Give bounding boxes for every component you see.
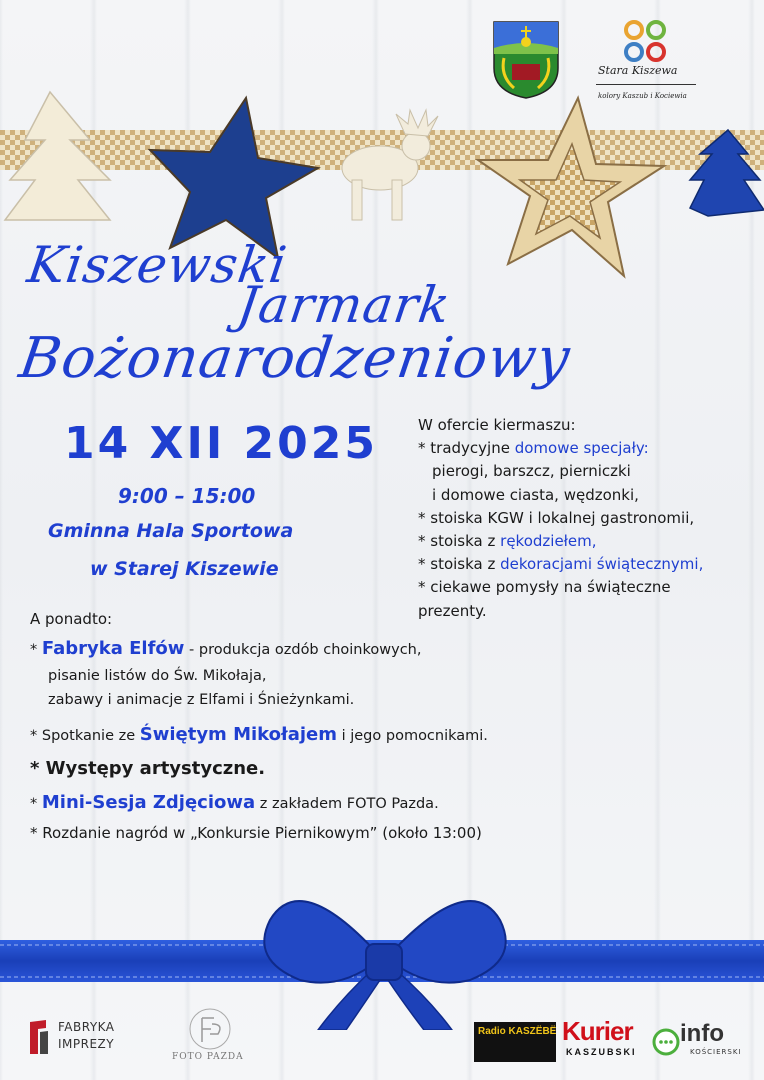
- fabryka-imprezy-text-2: IMPREZY: [58, 1037, 115, 1051]
- offer-highlight: rękodziełem,: [500, 532, 597, 551]
- offer-highlight: dekoracjami świątecznymi,: [500, 555, 704, 574]
- offer-item-cont: i domowe ciasta, wędzonki,: [432, 485, 639, 504]
- stara-kiszewa-logo-icon: [622, 18, 668, 64]
- extras-item-photo: [30, 792, 439, 813]
- event-time: 9:00 – 15:00: [118, 484, 256, 508]
- foto-pazda-monogram-icon: [180, 1004, 240, 1054]
- offer-heading: W ofercie kiermaszu:: [418, 416, 576, 434]
- extras-highlight: Fabryka Elfów: [41, 638, 185, 659]
- logo-divider: [596, 84, 696, 85]
- extras-item-elves: [30, 638, 421, 659]
- title-line-3: Bożonarodzeniowy: [15, 326, 575, 391]
- extras-text: - produkcja ozdób choinkowych,: [184, 642, 422, 658]
- extras-item-cont: pisanie listów do Św. Mikołaja,: [48, 668, 267, 684]
- title-line-1: Kiszewski: [23, 236, 291, 294]
- extras-item-awards: * Rozdanie nagród w „Konkursie Piernikowym” (około 13:00): [30, 824, 482, 842]
- offer-text: * stoiska z: [418, 532, 501, 551]
- offer-item: * stoiska KGW i lokalnej gastronomii,: [418, 508, 695, 527]
- bullet: *: [30, 642, 42, 658]
- fabryka-imprezy-text-1: FABRYKA: [58, 1020, 115, 1034]
- foto-pazda-text: FOTO PAZDA: [172, 1052, 244, 1062]
- offer-item-cont: pierogi, barszcz, pierniczki: [432, 462, 631, 481]
- offer-item: [418, 530, 758, 553]
- offer-list: [418, 414, 758, 623]
- fabryka-imprezy-logo-icon: [28, 1018, 50, 1056]
- extras-highlight: Świętym Mikołajem: [139, 724, 337, 745]
- extras-heading: A ponadto:: [30, 610, 113, 628]
- extras-item-santa: [30, 724, 488, 745]
- blue-ribbon-bow: [0, 880, 764, 1030]
- municipality-crest: [490, 18, 562, 100]
- event-venue-line-2: w Starej Kiszewie: [90, 558, 279, 580]
- chat-bubble-icon: [652, 1028, 680, 1056]
- extras-text: i jego pomocnikami.: [336, 728, 488, 744]
- info-subtitle: KOŚCIERSKI: [690, 1048, 742, 1056]
- radio-kaszebe-text: Radio KASZËBË: [478, 1026, 557, 1037]
- info-logo-text: info: [680, 1020, 724, 1047]
- offer-item: [418, 553, 758, 576]
- kurier-subtitle: KASZUBSKI: [566, 1047, 637, 1057]
- gold-star-ornament: [478, 98, 664, 276]
- event-venue-line-1: Gminna Hala Sportowa: [48, 520, 294, 542]
- bullet: *: [30, 796, 42, 812]
- offer-text: * stoiska z: [418, 555, 501, 574]
- extras-highlight: Mini-Sesja Zdjęciowa: [41, 792, 256, 813]
- extras-text: * Spotkanie ze: [30, 728, 140, 744]
- offer-text: * tradycyjne: [418, 439, 515, 458]
- kurier-logo-text: Kurier: [562, 1016, 633, 1046]
- blue-star-ornament: [150, 98, 318, 258]
- offer-highlight: domowe specjały:: [514, 439, 649, 458]
- extras-item-performances: * Występy artystyczne.: [30, 758, 266, 779]
- extras-text: z zakładem FOTO Pazda.: [255, 796, 439, 812]
- offer-item: * ciekawe pomysły na świąteczne: [418, 578, 671, 597]
- extras-item-cont: zabawy i animacje z Elfami i Śnieżynkami.: [48, 692, 355, 708]
- offer-item-cont: prezenty.: [418, 601, 487, 620]
- stara-kiszewa-tagline: kolory Kaszub i Kociewia: [598, 92, 687, 100]
- title-line-2: Jarmark: [233, 276, 455, 334]
- event-date: 14 XII 2025: [64, 418, 378, 469]
- offer-item: [418, 437, 758, 460]
- stara-kiszewa-name: Stara Kiszewa: [598, 64, 678, 77]
